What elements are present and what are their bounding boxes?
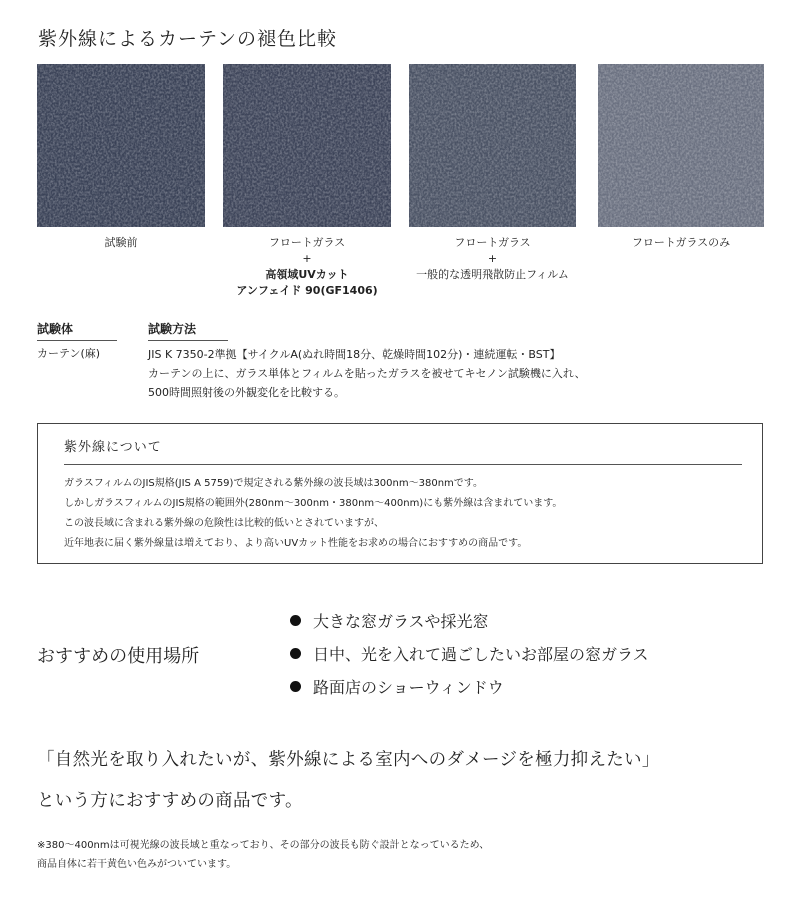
recommended-places-list bbox=[290, 605, 649, 704]
footnote bbox=[37, 836, 489, 874]
test-subject: カーテン(麻) bbox=[37, 347, 101, 360]
method-line: カーテンの上に、ガラス単体とフィルムを貼ったガラスを被せてキセノン試験機に入れ、 bbox=[148, 367, 586, 380]
caption-product-line: 高領域UVカット bbox=[265, 268, 349, 281]
page-title: 紫外線によるカーテンの褪色比較 bbox=[38, 28, 338, 50]
caption-product-name: アンフェイド 90(GF1406) bbox=[236, 284, 378, 297]
uv-info-line: ガラスフィルムのJIS規格(JIS A 5759)で規定される紫外線の波長域は300nm〜380nmです。 bbox=[64, 478, 483, 489]
caption-line: フロートガラス bbox=[454, 236, 531, 249]
caption-plus: + bbox=[487, 252, 498, 265]
fabric-swatch-image bbox=[223, 64, 391, 227]
list-item-label: 大きな窓ガラスや採光窓 bbox=[313, 612, 489, 631]
sample-general-film bbox=[409, 64, 576, 281]
recommendation-quote bbox=[37, 740, 660, 822]
bullet-icon bbox=[290, 681, 301, 692]
caption-line: フロートガラス bbox=[268, 236, 346, 249]
uv-info-line: この波長域に含まれる紫外線の危険性は比較的低いとされていますが、 bbox=[64, 518, 384, 529]
list-item-label: 日中、光を入れて過ごしたいお部屋の窓ガラス bbox=[313, 645, 649, 664]
fabric-swatch-image bbox=[409, 64, 576, 227]
caption-line: フロートガラスのみ bbox=[631, 236, 731, 249]
uv-info-box bbox=[37, 423, 763, 564]
footnote-line: 商品自体に若干黄色い色みがついています。 bbox=[37, 859, 237, 870]
caption-line: 試験前 bbox=[104, 236, 138, 249]
list-item bbox=[290, 605, 649, 638]
divider bbox=[64, 464, 742, 465]
uv-info-line: しかしガラスフィルムのJIS規格の範囲外(280nm〜300nm・380nm〜400nm)にも紫外線は含まれています。 bbox=[64, 498, 563, 509]
sample-caption bbox=[598, 235, 764, 251]
list-item-label: 路面店のショーウィンドウ bbox=[313, 678, 504, 697]
recommended-places-label: おすすめの使用場所 bbox=[37, 646, 200, 667]
list-item bbox=[290, 638, 649, 671]
test-method bbox=[148, 345, 586, 402]
quote-line: という方におすすめの商品です。 bbox=[37, 791, 303, 811]
test-method-heading: 試験方法 bbox=[148, 320, 228, 341]
fabric-swatch-image bbox=[598, 64, 764, 227]
uv-info-heading: 紫外線について bbox=[64, 440, 162, 455]
sample-unfade-90 bbox=[223, 64, 391, 297]
sample-before-test bbox=[37, 64, 205, 249]
uv-info-line: 近年地表に届く紫外線量は増えており、より高いUVカット性能をお求めの場合におすすめの商品です。 bbox=[64, 538, 528, 549]
caption-plus: + bbox=[302, 252, 312, 265]
sample-comparison bbox=[0, 64, 800, 304]
footnote-line: ※380〜400nmは可視光線の波長域と重なっており、その部分の波長も防ぐ設計となっているため、 bbox=[37, 840, 490, 851]
method-line: JIS K 7350-2準拠【サイクルA(ぬれ時間18分、乾燥時間102分)・連続運転・BST】 bbox=[148, 348, 561, 361]
sample-caption bbox=[37, 235, 205, 251]
bullet-icon bbox=[290, 615, 301, 626]
uv-info-body bbox=[64, 474, 562, 554]
fabric-swatch-image bbox=[37, 64, 205, 227]
sample-float-glass-only bbox=[598, 64, 764, 249]
list-item bbox=[290, 671, 649, 704]
bullet-icon bbox=[290, 648, 301, 659]
quote-line: 「自然光を取り入れたいが、紫外線による室内へのダメージを極力抑えたい」 bbox=[37, 750, 660, 770]
sample-caption bbox=[223, 235, 391, 299]
caption-line: 一般的な透明飛散防止フィルム bbox=[416, 268, 569, 281]
method-line: 500時間照射後の外観変化を比較する。 bbox=[148, 386, 345, 399]
test-subject-heading: 試験体 bbox=[37, 320, 117, 341]
sample-caption bbox=[409, 235, 576, 283]
